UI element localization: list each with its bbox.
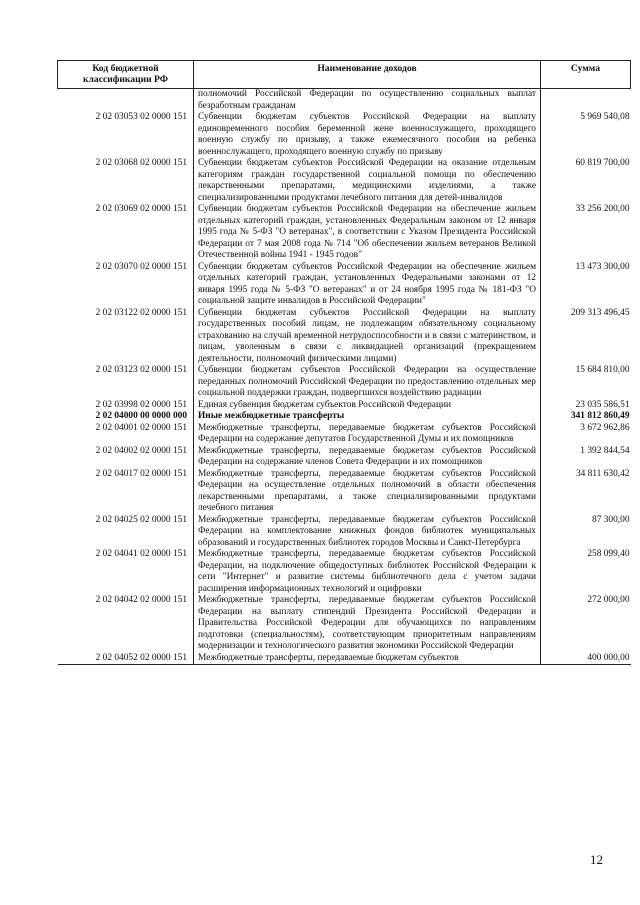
row-sum: 13 473 300,00 [575,261,630,272]
row-code: 2 02 04001 02 0000 151 [95,422,187,433]
row-sum: 209 313 496,45 [570,307,630,318]
table-row [58,411,631,423]
row-sum: 341 812 860,49 [570,411,630,421]
row-sum: 258 099,40 [587,549,630,559]
row-sum: 87 300,00 [592,514,630,525]
row-code: 2 02 04052 02 0000 151 [58,653,194,665]
table-row [58,446,631,469]
table-row [58,515,631,550]
table-body [58,89,631,665]
row-name: Субвенции бюджетам субъектов Российской Федерации на обеспечение жильем отдельных категорий граждан, установленных Федеральными законами от 12 января 1995 года № 5-ФЗ "О ветеранах" и от 24 ноября 1995 года № 181-ФЗ "О социальной защите инвалидов в Российской Федерации" [194,262,541,308]
row-code: 2 02 03053 02 0000 151 [95,112,187,122]
row-name: Межбюджетные трансферты, передаваемые бюджетам субъектов [194,653,541,665]
row-code: 2 02 03122 02 0000 151 [95,307,187,318]
row-sum: 23 035 586,51 [575,399,630,410]
table-row [58,89,631,113]
row-sum: 400 000,00 [541,653,631,665]
row-code: 2 02 03068 02 0000 151 [95,158,187,168]
row-code: 2 02 04041 02 0000 151 [95,549,187,559]
row-name: Субвенции бюджетам субъектов Российской Федерации на осуществление переданных полномочий Российской Федерации по предоставлению отдельных мер социальной поддержки граждан, подвергшихся воздействию радиации [194,365,541,400]
table-row [58,262,631,308]
row-name: Межбюджетные трансферты, передаваемые бюджетам субъектов Российской Федерации на содержание депутатов Государственной Думы и их помощников [194,423,541,446]
row-name: Субвенции бюджетам субъектов Российской Федерации на оказание отдельным категориям граждан государственной социальной помощи по обеспечению лекарственными препаратами, медицинскими изделиями, а также специализированными продуктами лечебного питания для детей-инвалидов [194,158,541,204]
row-name: полномочий Российской Федерации по осуществлению социальных выплат безработным гражданам [194,89,541,113]
row-sum: 3 672 962,86 [580,422,630,433]
table-row [58,423,631,446]
page-number: 12 [590,852,603,867]
table-row [58,365,631,400]
header-name: Наименование доходов [194,61,541,89]
table-row [58,469,631,515]
row-sum: 1 392 844,54 [580,445,630,456]
row-name: Межбюджетные трансферты, передаваемые бюджетам субъектов Российской Федерации на содержание членов Совета Федерации и их помощников [194,446,541,469]
row-sum [541,89,631,113]
row-code: 2 02 04000 00 0000 000 [95,411,187,421]
row-sum: 5 969 540,08 [580,112,630,122]
row-sum: 34 811 630,42 [575,468,630,479]
row-code: 2 02 04042 02 0000 151 [95,595,187,605]
row-name: Межбюджетные трансферты, передаваемые бюджетам субъектов Российской Федерации на комплектование книжных фондов библиотек муниципальных образований и государственных библиотек городов Москвы и Санкт-Петербурга [194,515,541,550]
row-name: Единая субвенция бюджетам субъектов Российской Федерации [194,400,541,412]
header-sum: Сумма [541,61,631,89]
row-name: Субвенции бюджетам субъектов Российской Федерации на выплату государственных пособий лицам, не подлежащим обязательному социальному страхованию на случай временной нетрудоспособности и в связи с материнством, и лицам, уволенным в связи с ликвидацией организаций (прекращением деятельности, полномочий физическими лицами) [194,308,541,366]
row-code: 2 02 04017 02 0000 151 [95,468,187,479]
row-code: 2 02 04025 02 0000 151 [95,514,187,525]
row-name: Иные межбюджетные трансферты [194,411,541,423]
row-code [58,89,194,113]
row-name: Межбюджетные трансферты, передаваемые бюджетам субъектов Российской Федерации, на подключение общедоступных библиотек Российской Федерации к сети "Интернет" и развитие системы библиотечного дела с учетом задачи расширения информационных технологий и оцифровки [194,549,541,595]
row-name: Межбюджетные трансферты, передаваемые бюджетам субъектов Российской Федерации на выплату стипендий Президента Российской Федерации и Правительства Российской Федерации для обучающихся по направлениям подготовки (специальностям), соответствующим приоритетным направлениям модернизации и технологического развития экономики Российской Федерации [194,595,541,653]
row-name: Субвенции бюджетам субъектов Российской Федерации на обеспечение жильем отдельных категорий граждан, установленных Федеральным законом от 12 января 1995 года № 5-ФЗ "О ветеранах", в соответствии с Указом Президента Российской Федерации от 7 мая 2008 года № 714 "Об обеспечении жильем ветеранов Великой Отечественной войны 1941 - 1945 годов" [194,204,541,262]
table-row [58,308,631,366]
table-row [58,595,631,653]
row-name: Межбюджетные трансферты, передаваемые бюджетам субъектов Российской Федерации на осуществление отдельных полномочий в области обеспечения лекарственными препаратами, а также специализированными продуктами лечебного питания [194,469,541,515]
row-sum: 15 684 810,00 [575,365,630,375]
table-row [58,653,631,665]
row-name: Субвенции бюджетам субъектов Российской Федерации на выплату единовременного пособия беременной жене военнослужащего, проходящего военную службу по призыву, а также ежемесячного пособия на ребенка военнослужащего, проходящего военную службу по призыву [194,112,541,158]
row-sum: 272 000,00 [587,595,630,605]
table-row [58,549,631,595]
revenue-table-page [57,60,630,665]
row-code: 2 02 03070 02 0000 151 [95,261,187,272]
row-code: 2 02 04002 02 0000 151 [95,445,187,456]
table-row [58,204,631,262]
header-code: Код бюджетной классификации РФ [58,61,194,89]
row-sum: 33 256 200,00 [575,204,630,214]
table-header-row [58,61,631,89]
row-code: 2 02 03069 02 0000 151 [95,204,187,214]
revenue-table [57,60,631,665]
row-sum: 60 819 700,00 [575,158,630,168]
table-row [58,112,631,158]
table-row [58,400,631,412]
row-code: 2 02 03998 02 0000 151 [95,399,187,410]
table-row [58,158,631,204]
row-code: 2 02 03123 02 0000 151 [95,365,187,375]
